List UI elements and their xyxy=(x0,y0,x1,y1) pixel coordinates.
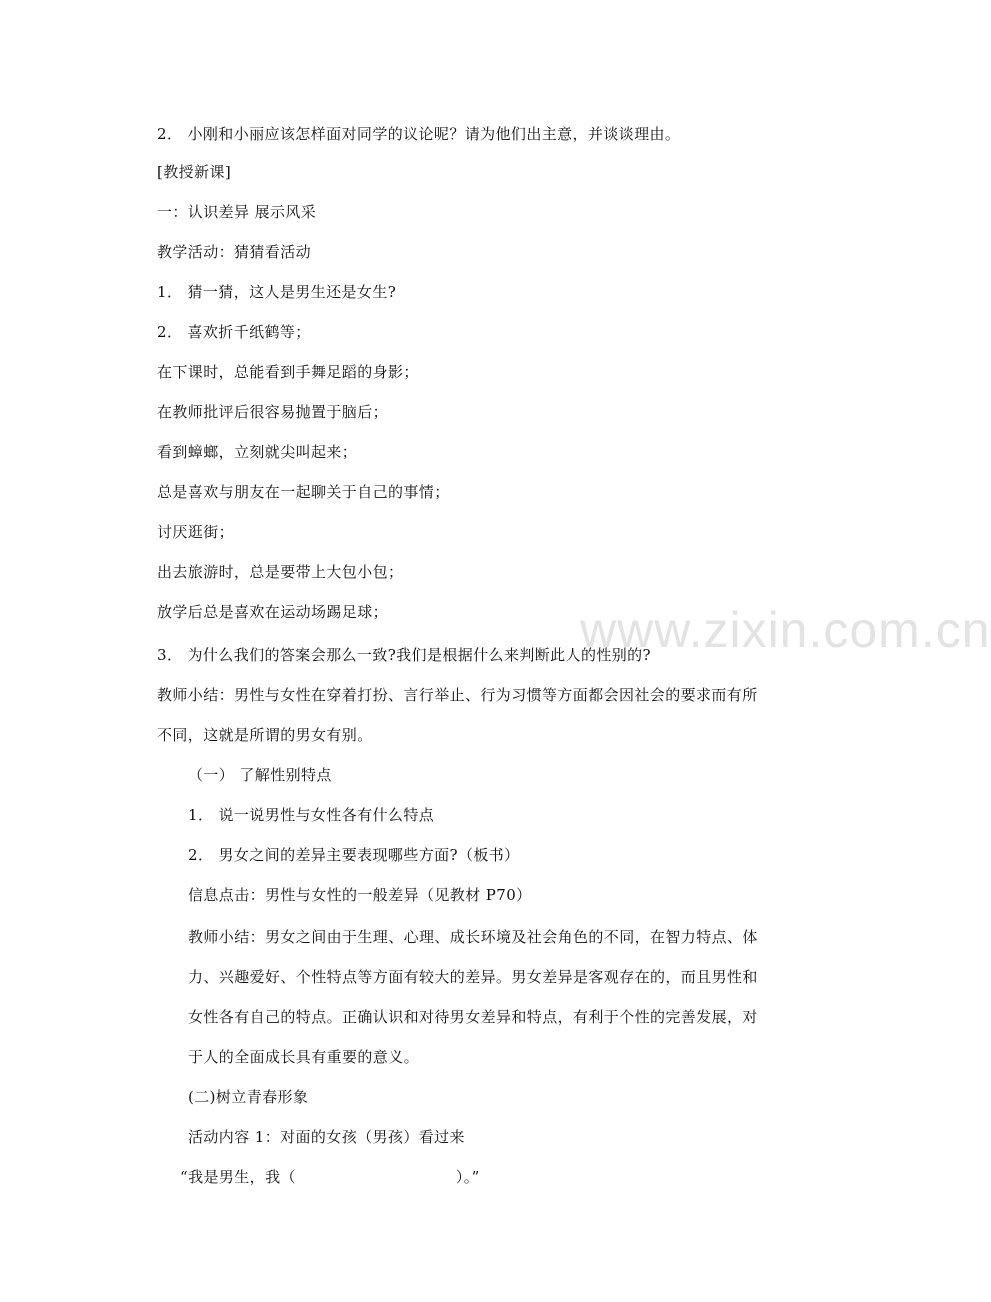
teacher-summary-2-line-1: 教师小结：男女之间由于生理、心理、成长环境及社会角色的不同，在智力特点、体 xyxy=(188,928,758,946)
quote-start: “我是男生，我（ xyxy=(180,1168,296,1186)
behavior-line-1: 在下课时，总能看到手舞足蹈的身影； xyxy=(157,363,419,381)
guess-item-2: 2． 喜欢折千纸鹤等； xyxy=(157,323,311,341)
behavior-line-7: 放学后总是喜欢在运动场踢足球； xyxy=(157,603,389,621)
behavior-line-4: 总是喜欢与朋友在一起聊关于自己的事情； xyxy=(157,483,450,501)
subsection-1-heading: （一） 了解性别特点 xyxy=(188,766,332,784)
guess-item-1: 1． 猜一猜，这人是男生还是女生? xyxy=(157,283,397,301)
teacher-summary-2-line-4: 于人的全面成长具有重要的意义。 xyxy=(188,1048,420,1066)
watermark: www.zixin.com.cn xyxy=(580,602,991,658)
subsection-1-item-2: 2． 男女之间的差异主要表现哪些方面?（板书） xyxy=(188,846,520,864)
subsection-1-item-1: 1． 说一说男性与女性各有什么特点 xyxy=(188,806,435,824)
behavior-line-2: 在教师批评后很容易抛置于脑后； xyxy=(157,403,389,421)
behavior-line-5: 讨厌逛街； xyxy=(157,523,235,541)
fill-in-quote xyxy=(180,1167,480,1187)
activity-heading: 教学活动：猜猜看活动 xyxy=(157,243,312,261)
guess-item-3: 3． 为什么我们的答案会那么一致?我们是根据什么来判断此人的性别的? xyxy=(157,646,651,664)
teacher-summary-1-line-2: 不同，这就是所谓的男女有别。 xyxy=(157,726,373,744)
behavior-line-6: 出去旅游时，总是要带上大包小包； xyxy=(157,563,404,581)
teacher-summary-2-line-2: 力、兴趣爱好、个性特点等方面有较大的差异。男女差异是客观存在的，而且男性和 xyxy=(188,968,758,986)
activity-2-heading: 活动内容 1：对面的女孩（男孩）看过来 xyxy=(188,1128,465,1146)
subsection-2-heading: (二)树立青春形象 xyxy=(188,1088,309,1106)
teacher-summary-2-line-3: 女性各有自己的特点。正确认识和对待男女差异和特点，有利于个性的完善发展，对 xyxy=(188,1008,758,1026)
quote-end: ）。” xyxy=(455,1168,480,1186)
heading-new-lesson: [教授新课] xyxy=(157,163,232,181)
question-2: 2． 小刚和小丽应该怎样面对同学的议论呢？请为他们出主意，并谈谈理由。 xyxy=(157,125,681,143)
info-click: 信息点击：男性与女性的一般差异（见教材 P70） xyxy=(188,886,532,904)
section-1-heading: 一：认识差异 展示风采 xyxy=(157,203,317,221)
teacher-summary-1-line-1: 教师小结：男性与女性在穿着打扮、言行举止、行为习惯等方面都会因社会的要求而有所 xyxy=(157,686,758,704)
behavior-line-3: 看到蟑螂，立刻就尖叫起来； xyxy=(157,443,358,461)
